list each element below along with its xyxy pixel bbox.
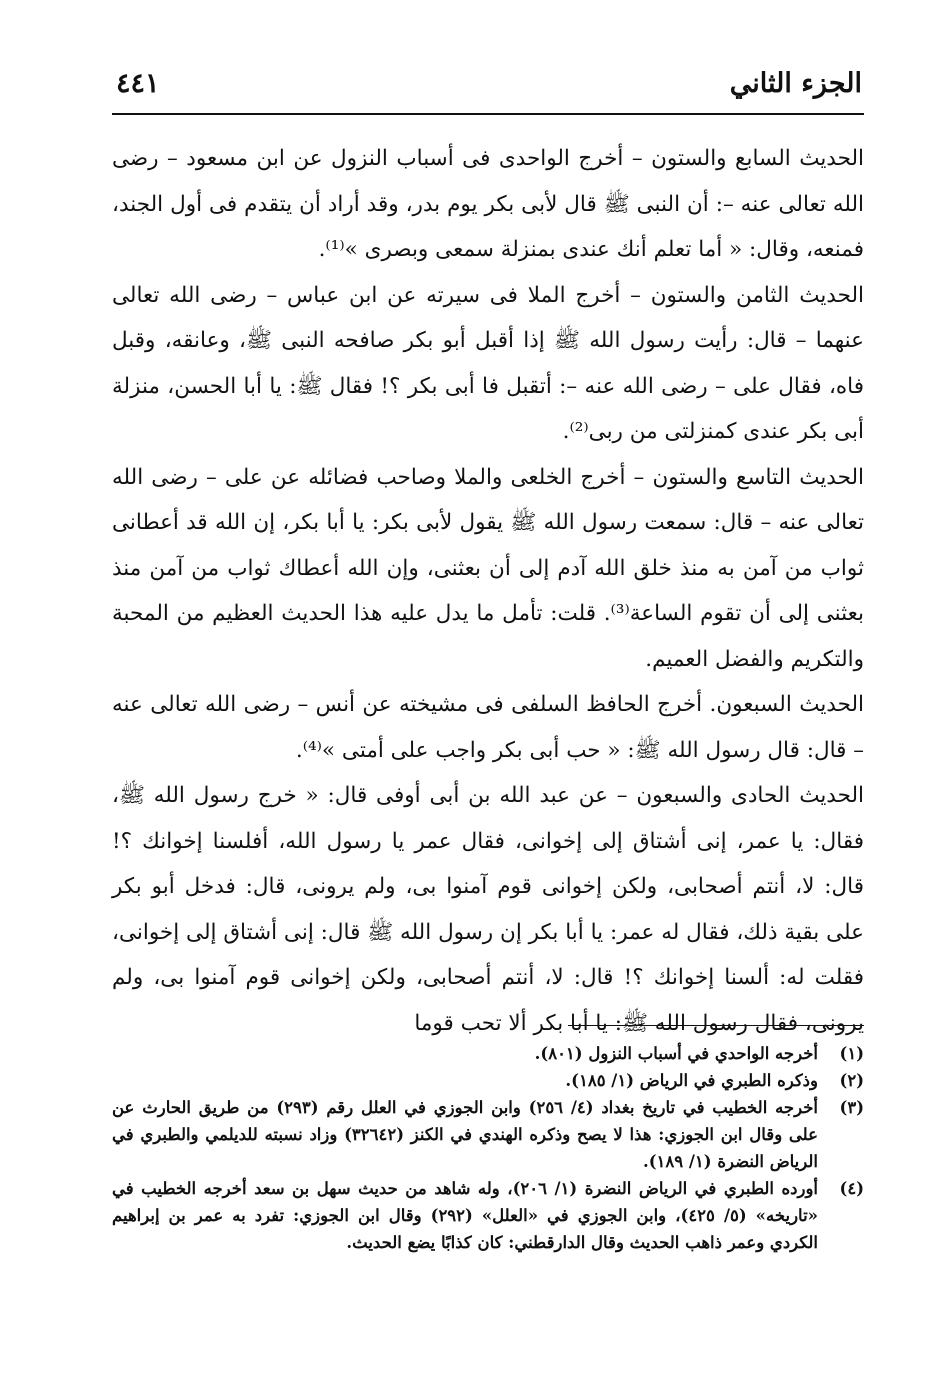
footnote-text: أخرجه الواحدي في أسباب النزول (٨٠١). [534,1044,818,1063]
hadith-70-paragraph: الحديث السبعون. أخرج الحافظ السلفى فى مشيخته عن أنس – رضى الله تعالى عنه – قال: قال رسول الله ﷺ: « حب أبى بكر واجب على أمتى »⁽⁴⁾. [112,692,864,763]
footnote-number: (١) [839,1044,864,1063]
header-rule [112,113,864,115]
footnote-text: أورده الطبري في الرياض النضرة (١/ ٢٠٦)، وله شاهد من حديث سهل بن سعد أخرجه الخطيب في «تاريخه» (٥/ ٤٢٥)، وابن الجوزي في «العلل» (٢٩٢) وقال ابن الجوزي: تفرد به عمر بن إبراهيم الكردي وعمر ذاهب الحديث وقال الدارقطني: كان كذابًا يضع الحديث. [112,1179,818,1252]
footnote-number: (٤) [839,1179,864,1198]
footnote-number: (٣) [839,1098,864,1117]
footnote-number: (٢) [839,1071,864,1090]
hadith-67-paragraph: الحديث السابع والستون – أخرج الواحدى فى أسباب النزول عن ابن مسعود – رضى الله تعالى عنه –: أن النبى ﷺ قال لأبى بكر يوم بدر، وقد أراد أن يتقدم فى أول الجند، فمنعه، وقال: « أما تعلم أنك عندى بمنزلة سمعى وبصرى »⁽¹⁾. [112,146,864,262]
footnote-2 [112,1067,864,1094]
main-text [112,136,864,1046]
footnote-text: وذكره الطبري في الرياض (١/ ١٨٥). [565,1071,818,1090]
footnote-4 [112,1175,864,1256]
page-number: ٤٤١ [116,68,160,99]
page-header [112,60,864,104]
footnote-1 [112,1040,864,1067]
footnote-3 [112,1094,864,1175]
hadith-68-paragraph: الحديث الثامن والستون – أخرج الملا فى سيرته عن ابن عباس – رضى الله تعالى عنهما – قال: رأيت رسول الله ﷺ إذا أقبل أبو بكر صافحه النبى ﷺ، وعانقه، وقبل فاه، فقال على – رضى الله عنه –: أتقبل فا أبى بكر ؟! فقال ﷺ: يا أبا الحسن، منزلة أبى بكر عندى كمنزلتى من ربى⁽²⁾. [112,282,864,444]
hadith-71-paragraph: الحديث الحادى والسبعون – عن عبد الله بن أبى أوفى قال: « خرج رسول الله ﷺ، فقال: يا عمر، إنى أشتاق إلى إخوانى، فقال عمر يا رسول الله، أفلسنا إخوانك ؟! قال: لا، أنتم أصحابى، ولكن إخوانى قوم آمنوا بى، ولم يرونى، قال: فدخل أبو بكر على بقية ذلك، فقال له عمر: يا أبا بكر إن رسول الله ﷺ قال: إنى أشتاق إلى إخوانى، فقلت له: ألسنا إخوانك ؟! قال: لا، أنتم أصحابى، ولكن إخوانى قوم آمنوا بى، ولم يرونى، فقال رسول الله ﷺ: يا أبا بكر ألا تحب قوما [112,783,864,1036]
footnotes [112,1040,864,1256]
hadith-69-paragraph: الحديث التاسع والستون – أخرج الخلعى والملا وصاحب فضائله عن على – رضى الله تعالى عنه – قال: سمعت رسول الله ﷺ يقول لأبى بكر: يا أبا بكر، إن الله قد أعطانى ثواب من آمن به منذ خلق الله آدم إلى أن بعثنى، وإن الله أعطاك ثواب من آمن منذ بعثنى إلى أن تقوم الساعة⁽³⁾. قلت: تأمل ما يدل عليه هذا الحديث العظيم من المحبة والتكريم والفضل العميم. [112,464,864,672]
footnote-text: أخرجه الخطيب في تاريخ بغداد (٤/ ٢٥٦) وابن الجوزي في العلل رقم (٢٩٣) من طريق الحارث عن على وقال ابن الجوزي: هذا لا يصح وذكره الهندي في الكنز (٣٢٦٤٢) وزاد نسبته للديلمي والطبري في الرياض النضرة (١/ ١٨٩). [112,1098,818,1171]
footnote-separator [568,1025,864,1026]
running-title: الجزء الثاني [729,68,862,99]
